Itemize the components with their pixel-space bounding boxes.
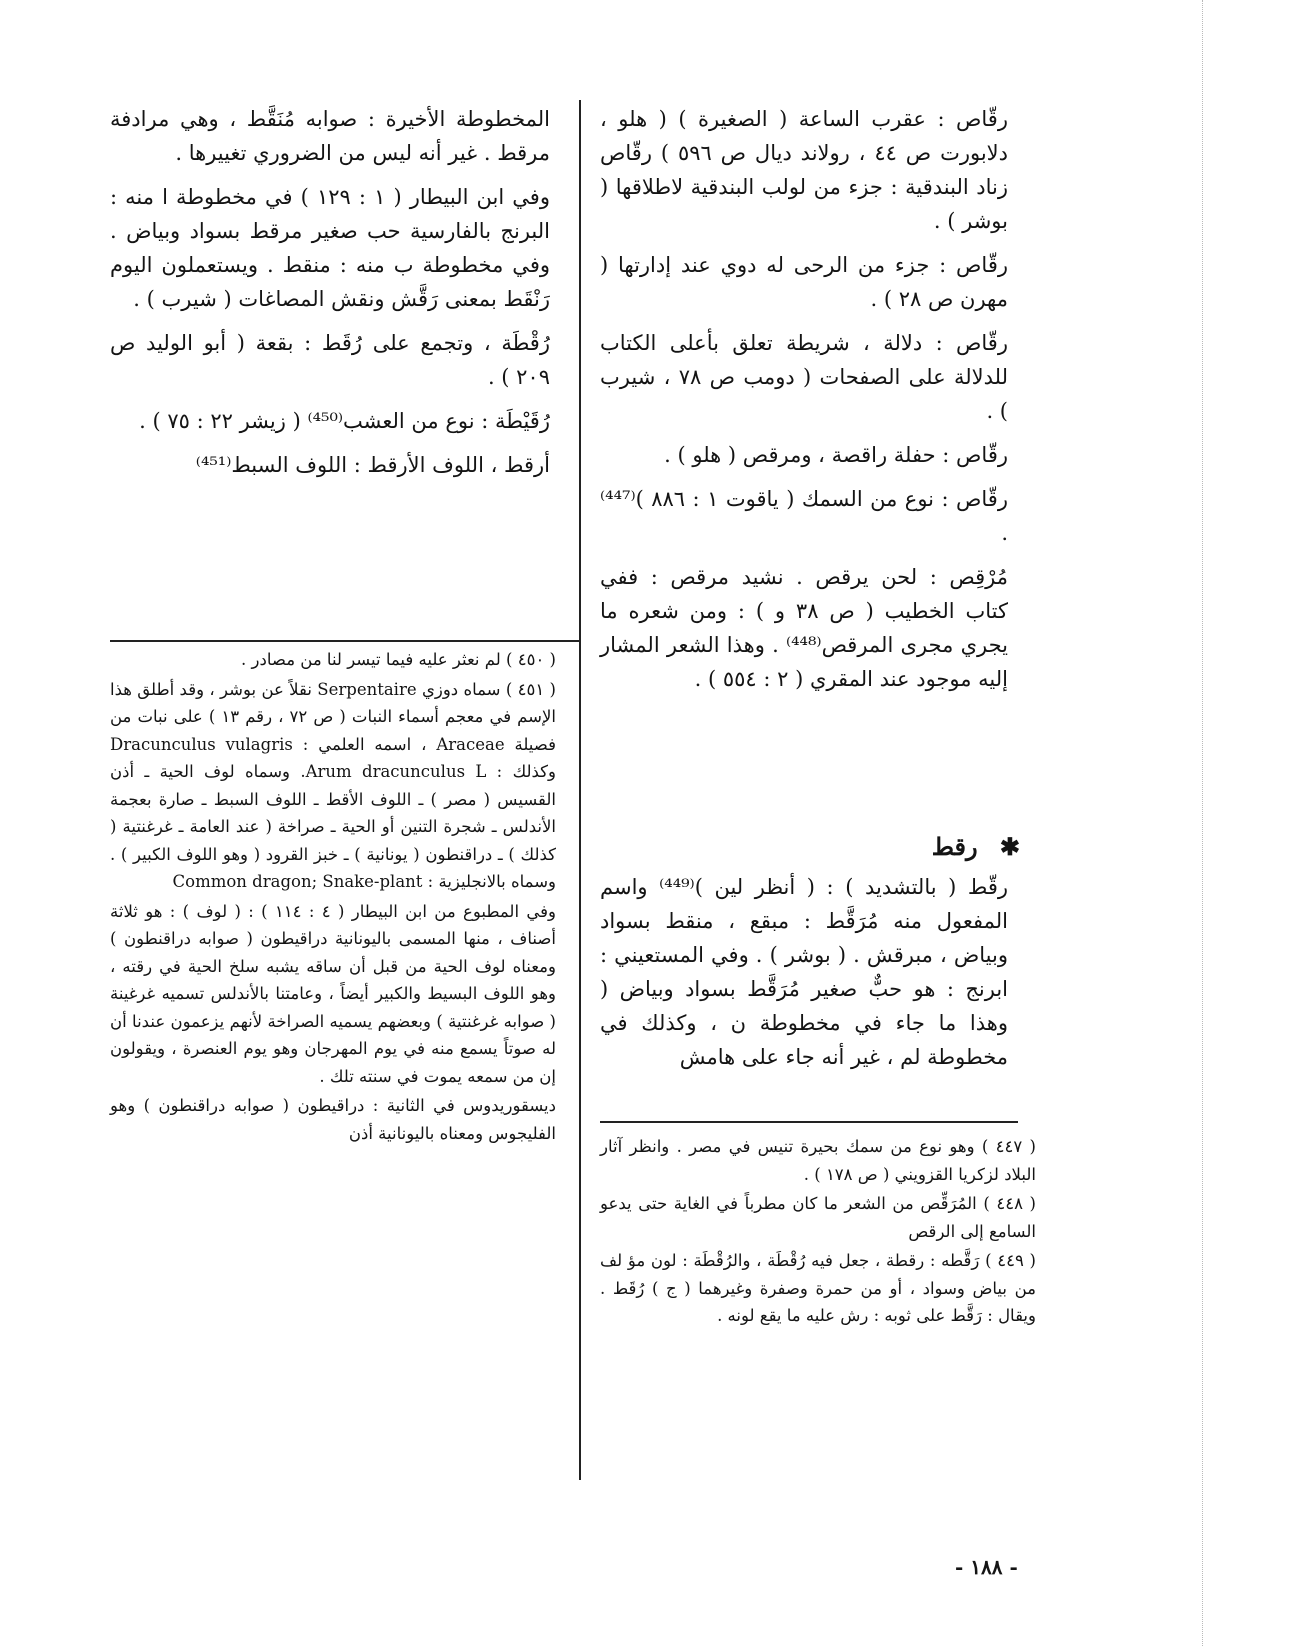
paragraph: رُقَيْطَة : نوع من العشب⁽⁴⁵⁰⁾ ( زيشر ٢٢ : ٧٥ ) . [139, 409, 550, 433]
right-column-entry [600, 870, 1008, 1084]
footnote-separator-left [110, 640, 580, 642]
footnotes-right [600, 1133, 1036, 1332]
footnotes-left [110, 646, 556, 1149]
footnote-separator-right [600, 1121, 1018, 1123]
left-column [110, 102, 550, 492]
paragraph: رقّاص : جزء من الرحى له دوي عند إدارتها ( مهرن ص ٢٨ ) . [600, 253, 1008, 311]
paragraph: رُقْطَة ، وتجمع على رُقَط : بقعة ( أبو الوليد ص ٢٠٩ ) . [110, 331, 550, 389]
footnote: ( ٤٤٨ ) المُرَقِّص من الشعر ما كان مطرباً في الغاية حتى يدعو السامع إلى الرقص [600, 1194, 1036, 1241]
paragraph: رقّط ( بالتشديد ) : ( أنظر لين )⁽⁴⁴⁹⁾ واسم المفعول منه مُرَقَّط : مبقع ، منقط بسواد وبياض ، مبرقش . ( بوشر ) . وفي المستعيني : ابرنج : هو حبٌّ صغير مُرَقَّط بسواد وبياض ( وهذا ما جاء في مخطوطة ن ، وكذلك في مخطوطة لم ، غير أنه جاء على هامش [600, 875, 1008, 1069]
footnote: ( ٤٤٧ ) وهو نوع من سمك بحيرة تنيس في مصر . وانظر آثار البلاد لزكريا القزويني ( ص ١٧٨ ) . [600, 1137, 1036, 1184]
footnote: ( ٤٤٩ ) رَقَّطه : رقطة ، جعل فيه رُقْطَة ، والرُقْطَة : لون مؤ لف من بياض وسواد ، أو من حمرة وصفرة وغيرهما ( ج ) رُقَط . ويقال : رَقَّط على ثوبه : رش عليه ما يقع لونه . [600, 1251, 1036, 1325]
footnote: ( ٤٥١ ) سماه دوزي Serpentaire نقلاً عن بوشر ، وقد أطلق هذا الإسم في معجم أسماء النبات ( ص ٧٢ ، رقم ١٣ ) على نبات من فصيلة Araceae ، اسمه العلمي : Dracunculus vulagris وكذلك : Arum dracunculus L. وسماه لوف الحية ـ أذن القسيس ( مصر ) ـ اللوف الأقط ـ اللوف السبط ـ صارة بعجمة الأندلس ـ شجرة التنين أو الحية ـ صراخة ( عند العامة ـ غرغنتية ( كذلك ) ـ دراقنطون ( يونانية ) ـ خبز القرود ( وهو اللوف الكبير ) . وسماه بالانجليزية : Common dragon; Snake-plant [110, 679, 557, 891]
footnote: ديسقوريدوس في الثانية : دراقيطون ( صوابه دراقنطون ) وهو الفليجوس ومعناه باليونانية أذن [110, 1096, 556, 1143]
paragraph: وفي ابن البيطار ( ١ : ١٢٩ ) في مخطوطة ا منه : البرنج بالفارسية حب صغير مرقط بسواد وبياض . وفي مخطوطة ب منه : منقط . ويستعملون اليوم رَنْقَط بمعنى رَقَّش ونقش المصاغات ( شيرب ) . [110, 185, 550, 311]
paragraph: أرقط ، اللوف الأرقط : اللوف السبط⁽⁴⁵¹⁾ [195, 453, 550, 477]
page-number: - ١٨٨ - [955, 1555, 1018, 1579]
paragraph: رقّاص : دلالة ، شريطة تعلق بأعلى الكتاب للدلالة على الصفحات ( دومب ص ٧٨ ، شيرب ) . [600, 331, 1009, 423]
column-divider [579, 100, 581, 1480]
footnote: ( ٤٥٠ ) لم نعثر عليه فيما تيسر لنا من مصادر . [241, 650, 556, 669]
asterisk-icon: ✱ [999, 832, 1020, 861]
right-column [600, 102, 1008, 706]
paragraph: المخطوطة الأخيرة : صوابه مُنَقَّط ، وهي مرادفة مرقط . غير أنه ليس من الضروري تغييرها . [110, 107, 550, 165]
footnote: وفي المطبوع من ابن البيطار ( ٤ : ١١٤ ) : ( لوف ) : هو ثلاثة أصناف ، منها المسمى باليونانية دراقيطون ( صوابه دراقنطون ) ومعناه لوف الحية من قبل أن ساقه يشبه سلخ الحية في رقته ، وهو اللوف البسيط والكبير أيضاً ، وعامتنا بالأندلس تسميه غرغينة ( صوابه غرغنتية ) وبعضهم يسميه الصراخة لأنهم يزعمون عندنا أن له صوتاً يسمع منه في يوم المهرجان وهو يوم العنصرة ، ويقولون إن من سمعه يموت في سنته تلك . [110, 901, 556, 1086]
paragraph: رقّاص : عقرب الساعة ( الصغيرة ) ( هلو ، دلابورت ص ٤٤ ، رولاند ديال ص ٥٩٦ ) رقّاص زناد البندقية : جزء من لولب البندقية لاطلاقها ( بوشر ) . [600, 107, 1009, 233]
paragraph: رقّاص : نوع من السمك ( ياقوت ١ : ٨٨٦ )⁽⁴⁴⁷⁾ . [600, 487, 1008, 545]
paragraph: رقّاص : حفلة راقصة ، ومرقص ( هلو ) . [664, 443, 1008, 467]
section-heading [760, 832, 1020, 861]
page-edge-line [1202, 0, 1203, 1646]
paragraph: مُرْقِص : لحن يرقص . نشيد مرقص : ففي كتاب الخطيب ( ص ٣٨ و ) : ومن شعره ما يجري مجرى المرقص⁽⁴⁴⁸⁾ . وهذا الشعر المشار إليه موجود عند المقري ( ٢ : ٥٥٤ ) . [600, 565, 1008, 691]
section-heading-text: رقط [931, 832, 978, 861]
